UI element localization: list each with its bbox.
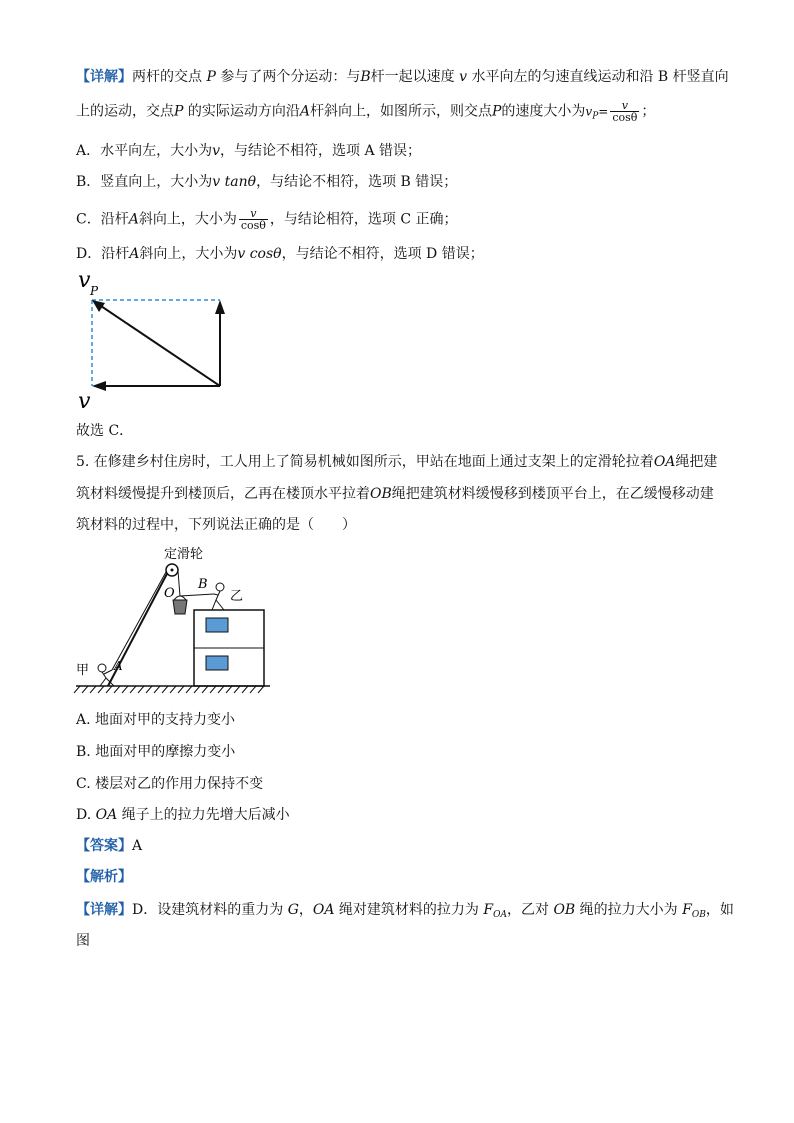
answer-value: A: [132, 838, 143, 854]
vertical-arrowhead: [215, 300, 225, 314]
vp-label: v: [78, 268, 91, 293]
option1-b: B．竖直向上，大小为v tanθ，与结论不相符，选项 B 错误；: [76, 174, 458, 190]
bucket-handle: [174, 596, 186, 600]
velocity-vector-figure: [70, 262, 240, 417]
option5-b: B. 地面对甲的摩擦力变小: [76, 744, 236, 760]
detail-tag: 【详解】: [76, 69, 132, 85]
analysis-tag: 【解析】: [76, 869, 132, 885]
pulley-figure: [74, 540, 274, 700]
ground-hatching: [74, 686, 264, 693]
label-jia: 甲: [76, 663, 90, 678]
diagonal-arrow: [98, 304, 220, 386]
question5-line-1: 5. 在修建乡村住房时，工人用上了简易机械如图所示，甲站在地面上通过支架上的定滑轮拉着OA绳把建: [76, 454, 718, 470]
rope-oa: [112, 572, 166, 670]
conclusion-1: 故选 C．: [76, 423, 134, 439]
rope-load: [178, 571, 180, 596]
v-label: v: [78, 389, 91, 414]
analysis-line: [76, 868, 726, 886]
velocity-fraction: $\frac{v}{\cos\theta}$: [612, 99, 638, 124]
load-bucket: [173, 600, 187, 614]
question5-line-2: 筑材料缓慢提升到楼顶后，乙再在楼顶水平拉着OB绳把建筑材料缓慢移到楼顶平台上，在乙缓慢移动建: [76, 486, 714, 502]
answer-tag: 【答案】: [76, 838, 132, 854]
detail2-line-1: 【详解】D．设建筑材料的重力为 G，OA 绳对建筑材料的拉力为 $F_{OA}$，乙对 OB 绳的拉力大小为 $F_{OB}$，如: [76, 902, 734, 920]
detail2-tag: 【详解】: [76, 902, 132, 918]
pulley-axle: [171, 569, 174, 572]
option1-c: C．沿杆A斜向上，大小为 $\frac{v}{\cos\theta}$ ，与结论相符，选项 C 正确；: [76, 207, 458, 232]
detail-line-1: 【详解】两杆的交点 P 参与了两个分运动：与B杆一起以速度 v 水平向左的匀速直线运动和沿 B 杆竖直向: [76, 69, 729, 85]
option5-c: C. 楼层对乙的作用力保持不变: [76, 776, 264, 792]
vp-sub-label: P: [90, 284, 99, 298]
option1-d: D．沿杆A斜向上，大小为v cosθ，与结论不相符，选项 D 错误；: [76, 246, 484, 262]
horizontal-arrowhead: [92, 381, 106, 391]
window-lower: [206, 656, 228, 670]
answer-line: [76, 837, 726, 855]
detail2-line-2: 图: [76, 933, 90, 949]
question5-line-3: 筑材料的过程中，下列说法正确的是（ ）: [76, 517, 356, 533]
window-upper: [206, 618, 228, 632]
label-b: B: [198, 577, 208, 592]
pulley-label: 定滑轮: [164, 547, 204, 562]
option-c-fraction: $\frac{v}{\cos\theta}$: [240, 207, 266, 232]
person-yi-head: [216, 583, 224, 591]
detail-line-2: 上的运动，交点P 的实际运动方向沿A杆斜向上，如图所示，则交点P的速度大小为$v_P=$ $\frac{v}{\cos\theta}$ ；: [76, 99, 656, 124]
option5-d: D. OA 绳子上的拉力先增大后减小: [76, 807, 290, 823]
label-yi: 乙: [230, 589, 244, 604]
diagonal-arrowhead: [92, 300, 105, 312]
label-o: O: [164, 586, 175, 601]
person-jia-head: [98, 664, 106, 672]
rope-ob: [180, 594, 214, 596]
label-a: A: [114, 659, 123, 673]
option1-a: A．水平向左，大小为v，与结论不相符，选项 A 错误；: [76, 143, 422, 159]
option5-a: A. 地面对甲的支持力变小: [76, 712, 236, 728]
